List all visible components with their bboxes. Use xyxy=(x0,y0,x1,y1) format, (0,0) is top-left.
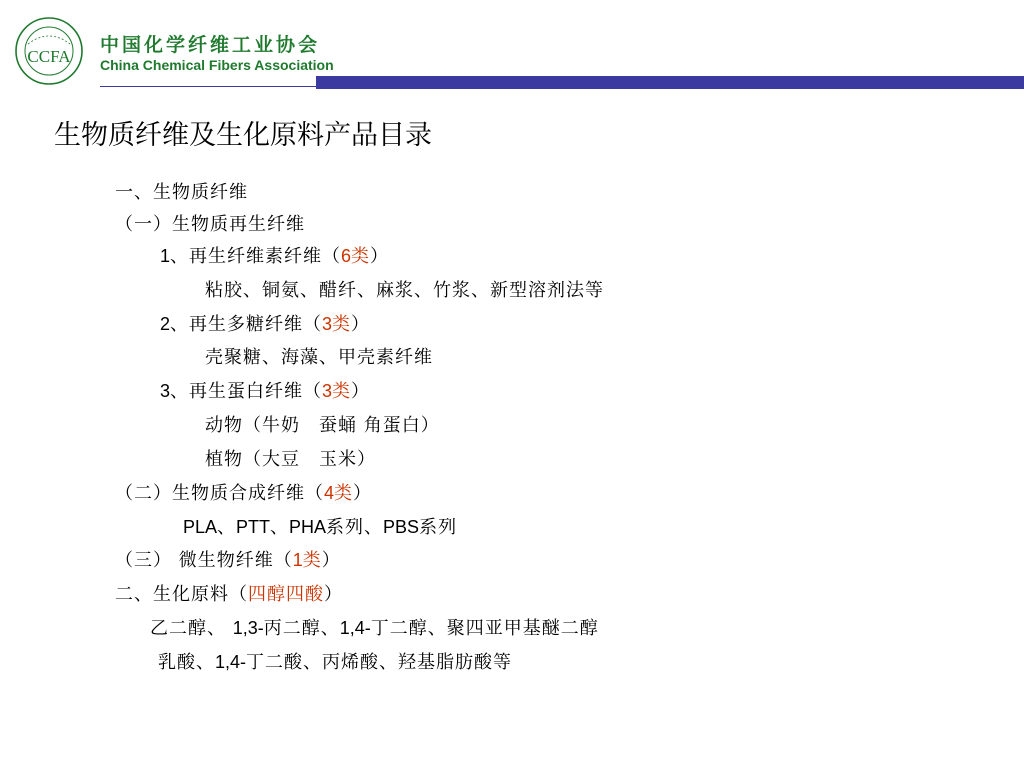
catalog-line xyxy=(205,445,376,471)
line-segment: 、再生纤维素纤维（ xyxy=(170,246,342,267)
line-segment: ） xyxy=(324,584,343,605)
line-segment: 四醇四酸 xyxy=(248,584,324,605)
line-segment: 、再生多糖纤维（ xyxy=(170,314,323,335)
line-segment: 、 xyxy=(217,517,237,538)
line-segment: 粘胶、铜氨、醋纤、麻浆、竹浆、新型溶剂法等 xyxy=(205,280,604,301)
line-segment: （一）生物质再生纤维 xyxy=(115,214,305,235)
catalog-line xyxy=(160,377,370,403)
catalog-line xyxy=(160,310,370,336)
line-segment: 丁二酸、丙烯酸、羟基脂肪酸等 xyxy=(246,652,513,673)
line-segment: 壳聚糖、海藻、甲壳素纤维 xyxy=(205,347,433,368)
line-segment: PTT xyxy=(236,517,271,537)
line-segment: 3 xyxy=(322,381,333,401)
catalog-line xyxy=(205,411,440,437)
line-segment: 丙二醇、 xyxy=(263,618,340,639)
line-segment: PHA xyxy=(289,517,327,537)
line-segment: 6 xyxy=(341,246,352,266)
catalog-line xyxy=(115,580,343,606)
line-segment: 、再生蛋白纤维（ xyxy=(170,381,323,402)
line-segment: ） xyxy=(370,246,390,267)
line-segment: 类 xyxy=(332,314,352,335)
line-segment: 1,4- xyxy=(215,652,247,672)
line-segment: ） xyxy=(353,483,373,504)
line-segment: 1,3- xyxy=(232,618,264,638)
line-segment: 丁二醇、聚四亚甲基醚二醇 xyxy=(370,618,599,639)
line-segment: 乙二醇、 xyxy=(150,618,233,639)
line-segment: （三） 微生物纤维（ xyxy=(115,550,293,571)
line-segment: 类 xyxy=(332,381,352,402)
line-segment: ） xyxy=(351,314,371,335)
line-segment: PBS xyxy=(383,517,420,537)
line-segment: 1,4- xyxy=(339,618,371,638)
catalog-line xyxy=(115,479,372,505)
title-part1: 生物 xyxy=(54,120,108,151)
catalog-line xyxy=(115,178,248,204)
line-segment: （二）生物质合成纤维（ xyxy=(115,483,324,504)
line-segment: 1 xyxy=(160,246,171,266)
line-segment: 乳酸、 xyxy=(158,652,215,673)
line-segment: 类 xyxy=(302,550,322,571)
line-segment: 类 xyxy=(334,483,354,504)
catalog-line xyxy=(160,242,389,268)
line-segment: 系列 xyxy=(419,517,458,538)
line-segment: 2 xyxy=(160,314,171,334)
catalog-line xyxy=(115,210,305,236)
line-segment: PLA xyxy=(183,517,218,537)
line-segment: 3 xyxy=(160,381,171,401)
line-segment: 动物（牛奶 蚕蛹 角蛋白） xyxy=(205,415,440,436)
catalog-line xyxy=(205,276,604,302)
line-segment: 二、生化原料（ xyxy=(115,584,248,605)
logo-text: CCFA xyxy=(27,47,71,66)
line-segment: 、 xyxy=(270,517,290,538)
line-segment: 1 xyxy=(292,550,303,570)
line-segment: 一、生物质纤维 xyxy=(115,182,248,203)
catalog-line xyxy=(205,343,433,369)
line-segment: 植物（大豆 玉米） xyxy=(205,449,376,470)
org-name-cn: 中国化学纤维工业协会 xyxy=(100,34,321,56)
org-name-en: China Chemical Fibers Association xyxy=(100,57,334,73)
line-segment: 系列、 xyxy=(326,517,384,538)
line-segment: ） xyxy=(321,550,341,571)
line-segment: ） xyxy=(351,381,371,402)
catalog-line xyxy=(115,546,341,572)
title-part2: 质纤维及生化原料产品目录 xyxy=(108,120,432,151)
line-segment: 3 xyxy=(322,314,333,334)
line-segment: 类 xyxy=(351,246,371,267)
catalog-line xyxy=(158,648,512,674)
catalog-line xyxy=(150,614,599,640)
catalog-line xyxy=(183,513,457,539)
line-segment: 4 xyxy=(324,483,335,503)
